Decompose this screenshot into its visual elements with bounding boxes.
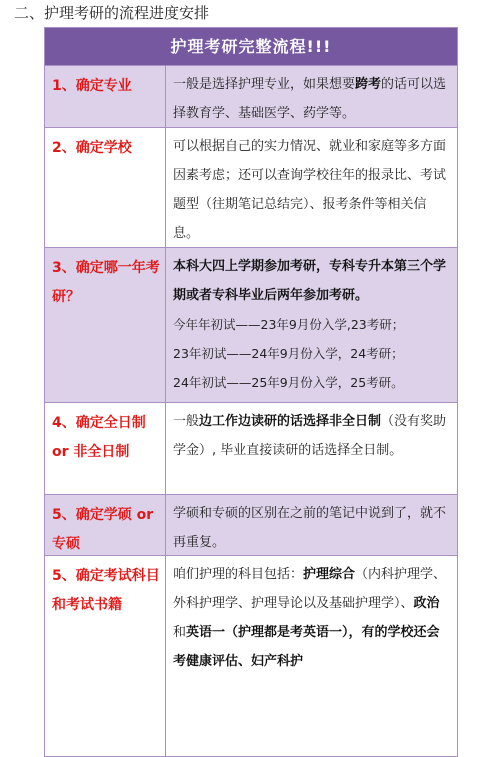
table-row (45, 247, 457, 402)
year-line: 23年初试——24年9月份入学，24考研； (173, 346, 404, 361)
row-content: 一般是选择护理专业，如果想要跨考的话可以选择教育学、基础医学、药学等。 (166, 66, 457, 127)
row-content: 可以根据自己的实力情况、就业和家庭等多方面因素考虑；还可以查询学校往年的报录比、考试题型（往期笔记总结完）、报考条件等相关信息。 (166, 128, 457, 247)
row-content: 本科大四上学期参加考研，专科专升本第三个学期或者专科毕业后两年参加考研。 今年年初试——23年9月份入学,23考研； 23年初试——24年9月份入学，24考研； 24年初试——25年9月份入学，25考研。 (166, 248, 457, 402)
table-row (45, 65, 457, 127)
row-content: 咱们护理的科目包括：护理综合（内科护理学、外科护理学、护理导论以及基础护理学）、政治和英语一（护理都是考英语一），有的学校还会考健康评估、妇产科护 (166, 556, 457, 756)
table-title: 护理考研完整流程!!! (45, 28, 457, 65)
row-content: 一般边工作边读研的话选择非全日制（没有奖助学金）, 毕业直接读研的话选择全日制。 (166, 403, 457, 494)
row-label: 1、确定专业 (45, 66, 166, 127)
table-row (45, 555, 457, 756)
table-row (45, 402, 457, 494)
year-line: 24年初试——25年9月份入学，25考研。 (173, 375, 404, 390)
row-label: 5、确定考试科目和考试书籍 (45, 556, 166, 756)
year-line: 今年年初试——23年9月份入学,23考研； (173, 317, 405, 332)
table-row (45, 494, 457, 555)
row-content: 学硕和专硕的区别在之前的笔记中说到了，就不再重复。 (166, 495, 457, 555)
section-heading: 二、护理考研的流程进度安排 (14, 4, 210, 22)
row-label: 5、确定学硕 or 专硕 (45, 495, 166, 555)
row-label: 3、确定哪一年考研？ (45, 248, 166, 402)
row-label: 4、确定全日制 or 非全日制 (45, 403, 166, 494)
row-label: 2、确定学校 (45, 128, 166, 247)
table-row (45, 127, 457, 247)
process-table (44, 27, 458, 757)
